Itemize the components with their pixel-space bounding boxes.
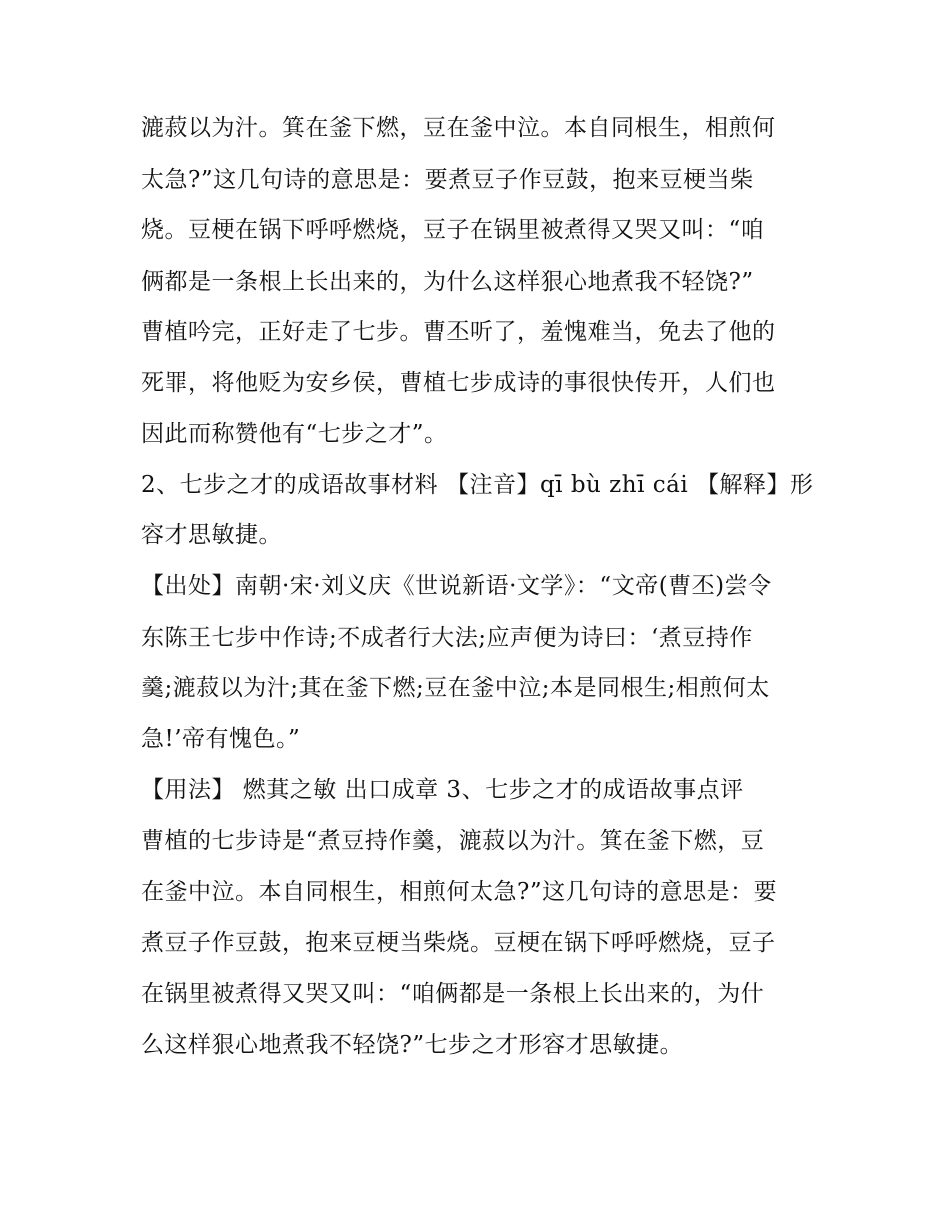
text-line: 【用法】 燃萁之敏 出口成章 3、七步之才的成语故事点评 <box>141 777 744 803</box>
text-line: 2、七步之才的成语故事材料 【注音】qī bù zhī cái 【解释】形 <box>141 472 814 498</box>
text-line: 么这样狠心地煮我不轻饶?”七步之才形容才思敏捷。 <box>141 1032 684 1058</box>
text-line: 在釜中泣。本自同根生，相煎何太急?”这几句诗的意思是：要 <box>141 879 778 905</box>
text-line: 急!’帝有愧色。” <box>141 726 301 752</box>
text-line: 在锅里被煮得又哭又叫：“咱俩都是一条根上长出来的，为什 <box>141 981 765 1007</box>
text-line: 羹;漉菽以为汁;萁在釜下燃;豆在釜中泣;本是同根生;相煎何太 <box>141 675 770 701</box>
text-line: 烧。豆梗在锅下呼呼燃烧，豆子在锅里被煮得又哭又叫：“咱 <box>141 217 765 243</box>
text-line: 曹植的七步诗是“煮豆持作羹，漉菽以为汁。箕在釜下燃，豆 <box>141 828 765 854</box>
text-line: 太急?”这几句诗的意思是：要煮豆子作豆鼓，抱来豆梗当柴 <box>141 167 754 193</box>
text-line: 死罪，将他贬为安乡侯，曹植七步成诗的事很快传开，人们也 <box>141 370 776 396</box>
text-line: 容才思敏捷。 <box>141 522 282 548</box>
text-line: 【出处】南朝·宋·刘义庆《世说新语·文学》：“文帝(曹丕)尝令 <box>141 573 772 599</box>
text-line: 因此而称赞他有“七步之才”。 <box>141 421 448 447</box>
text-line: 煮豆子作豆鼓，抱来豆梗当柴烧。豆梗在锅下呼呼燃烧，豆子 <box>141 930 776 956</box>
text-line: 东陈王七步中作诗;不成者行大法;应声便为诗曰：‘煮豆持作 <box>141 625 753 651</box>
text-line: 俩都是一条根上长出来的，为什么这样狠心地煮我不轻饶?” <box>141 269 754 295</box>
text-line: 漉菽以为汁。箕在釜下燃，豆在釜中泣。本自同根生，相煎何 <box>141 115 776 141</box>
text-line: 曹植吟完，正好走了七步。曹丕听了，羞愧难当，免去了他的 <box>141 319 776 345</box>
